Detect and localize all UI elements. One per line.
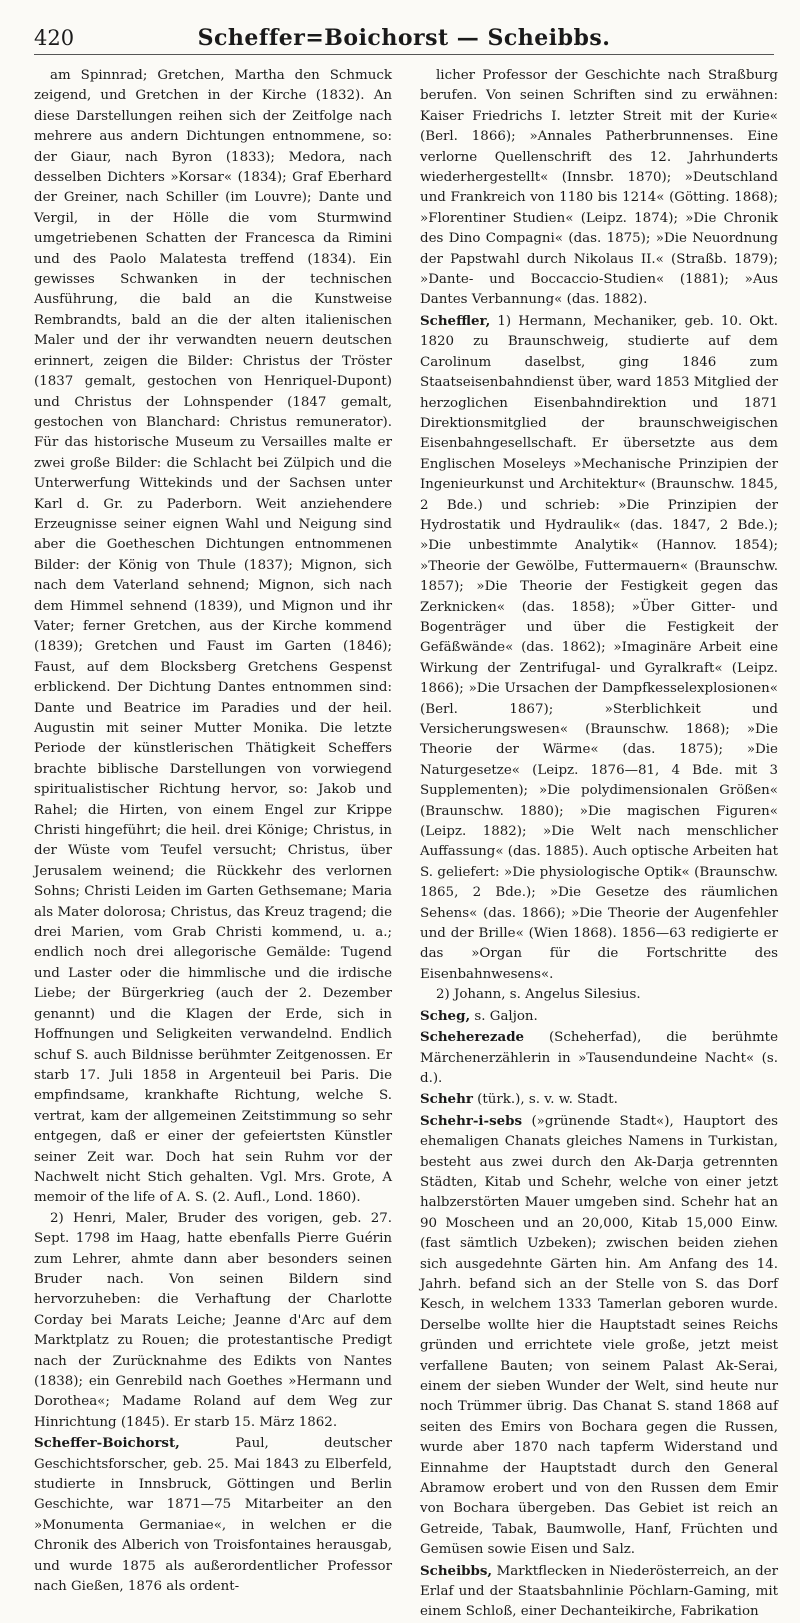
entry-text: Paul, deutscher Geschichtsforscher, geb. 25. Mai 1843 zu Elberfeld, studierte in Innsbruck, Göttingen und Berlin Geschichte, war 1871—75 Mitarbeiter an den »Monumenta Germaniae«, in welchen er die Chronik des Alberich von Troisfontaines herausgab, und wurde 1875 als außerordentlicher Professor nach Gießen, 1876 als ordent-: [34, 1436, 392, 1595]
dictionary-entry: [420, 1006, 778, 1027]
entry-text: (türk.), s. v. w. Stadt.: [472, 1092, 618, 1108]
entry-headword: Scheg,: [420, 1007, 471, 1024]
running-head: Scheffer=Boichorst — Scheibbs.: [197, 25, 611, 51]
dictionary-entry: [420, 1089, 778, 1110]
dictionary-entry: [420, 1561, 778, 1623]
entry-headword: Schehr-i-sebs: [420, 1112, 523, 1129]
entry-paragraph: [34, 1209, 392, 1433]
entry-text: (»grünende Stadt«), Hauptort des ehemaligen Chanats gleiches Namens in Turkistan, besteht aus zwei durch den Ak-Darja getrennten Städten, Kitab und Schehr, welche von einer jetzt halbzerstörten Mauer umgeben sind. Schehr hat an 90 Moscheen und an 20,000, Kitab 15,000 Einw. (fast sämtlich Uzbeken); zwischen beiden ziehen sich ausgedehnte Gärten hin. Am Anfang des 14. Jahrh. befand sich an der Stelle von S. das Dorf Kesch, in welchem 1333 Tamerlan geboren wurde. Derselbe wollte hier die Hauptstadt seines Reichs gründen und errichtete viele große, jetzt meist verfallene Bauten; von seinem Palast Ak-Serai, einem der sieben Wunder der Welt, sind heute nur noch Trümmer übrig. Das Chanat S. stand 1868 auf seiten des Emirs von Bochara gegen die Russen, wurde aber 1870 nach tapferm Widerstand und Einnahme der Hauptstadt durch den General Abramow erobert und von den Russen dem Emir von Bochara übergeben. Das Gebiet ist reich an Getreide, Tabak, Baumwolle, Hanf, Früchten und Gemüsen sowie Eisen und Salz.: [420, 1113, 778, 1558]
dictionary-entry: [34, 1433, 392, 1597]
entry-text: s. Galjon.: [470, 1008, 538, 1024]
right-column: [420, 66, 778, 1620]
entry-headword: Scheherezade: [420, 1029, 525, 1046]
entry-headword: Schehr: [420, 1091, 473, 1108]
entry-paragraph: [420, 66, 778, 311]
entry-paragraph: [34, 66, 392, 1209]
entry-text: 2) Henri, Maler, Bruder des vorigen, geb. 27. Sept. 1798 im Haag, hatte ebenfalls Pierre Guérin zum Lehrer, ahmte dann aber besonders seinen Bruder nach. Von seinen Bildern sind hervorzuheben: die Verhaftung der Charlotte Corday bei Marats Leiche; Jeanne d'Arc auf dem Marktplatz zu Rouen; die protestantische Predigt nach der Zurücknahme des Edikts von Nantes (1838); ein Genrebild nach Goethes »Hermann und Dorothea«; Madame Roland auf dem Weg zur Hinrichtung (1845). Er starb 15. März 1862.: [34, 1210, 392, 1430]
entry-text: licher Professor der Geschichte nach Straßburg berufen. Von seinen Schriften sind zu erwähnen: Kaiser Friedrichs I. letzter Streit mit der Kurie« (Berl. 1866); »Annales Patherbrunnenses. Eine verlorne Quellenschrift des 12. Jahrhunderts wiederhergestellt« (Innsbr. 1870); »Deutschland und Frankreich von 1180 bis 1214« (Götting. 1868); »Florentiner Studien« (Leipz. 1874); »Die Chronik des Dino Compagni« (das. 1875); »Die Neuordnung der Papstwahl durch Nikolaus II.« (Straßb. 1879); »Dante- und Boccaccio-Studien« (1881); »Aus Dantes Verbannung« (das. 1882).: [420, 68, 778, 308]
entry-paragraph: [420, 985, 778, 1005]
entry-headword: Scheibbs,: [420, 1562, 493, 1579]
entry-headword: Scheffler,: [420, 312, 491, 329]
left-column: [34, 66, 392, 1595]
dictionary-entry: [420, 1027, 778, 1089]
entry-text: am Spinnrad; Gretchen, Martha den Schmuck zeigend, und Gretchen in der Kirche (1832). An diese Darstellungen reihen sich der Zeitfolge nach mehrere aus andern Dichtungen entnommene, so: der Giaur, nach Byron (1833); Medora, nach desselben Dichters »Korsar« (1834); Graf Eberhard der Greiner, nach Schiller (im Louvre); Dante und Vergil, in der Hölle die vom Sturmwind umgetriebenen Schatten der Francesca da Rimini und des Paolo Malatesta treffend (1834). Ein gewisses Schwanken in der technischen Ausführung, die bald an die Kunstweise Rembrandts, bald an die der alten italienischen Maler und der ihr verwandten neuern deutschen erinnert, zeigen die Bilder: Christus der Tröster (1837 gemalt, gestochen von Henriquel-Dupont) und Christus der Lohnspender (1847 gemalt, gestochen von Blanchard: Christus remunerator). Für das historische Museum zu Versailles malte er zwei große Bilder: die Schlacht bei Zülpich und die Unterwerfung Wittekinds und der Sachsen unter Karl d. Gr. zu Paderborn. Weit anziehendere Erzeugnisse seiner eignen Wahl und Neigung sind aber die Goetheschen Dichtungen entnommenen Bilder: der König von Thule (1837); Mignon, sich nach dem Vaterland sehnend; Mignon, sich nach dem Himmel sehnend (1839), und Mignon und ihr Vater; ferner Gretchen, aus der Kirche kommend (1839); Gretchen und Faust im Garten (1846); Faust, auf dem Blocksberg Gretchens Gespenst erblickend. Der Dichtung Dantes entnommen sind: Dante und Beatrice im Paradies und der heil. Augustin mit seiner Mutter Monika. Die letzte Periode der künstlerischen Thätigkeit Scheffers brachte biblische Darstellungen von vorwiegend spiritualistischer Richtung hervor, so: Jakob und Rahel; die Hirten, von einem Engel zur Krippe Christi hingeführt; die heil. drei Könige; Christus, in der Wüste vom Teufel versucht; Christus, über Jerusalem weinend; die Rückkehr des verlornen Sohns; Christi Leiden im Garten Gethsemane; Maria als Mater dolorosa; Christus, das Kreuz tragend; die drei Marien, vom Grab Christi kommend, u. a.; endlich noch drei allegorische Gemälde: Tugend und Laster oder die himmlische und die irdische Liebe; der Bürgerkrieg (auch der 2. Dezember genannt) und die Klagen der Erde, sich in Hoffnungen und Seligkeiten verwandelnd. Endlich schuf S. auch Bildnisse berühmter Zeitgenossen. Er starb 17. Juli 1858 in Argenteuil bei Paris. Die empfindsame, krankhafte Richtung, welche S. vertrat, kam der allgemeinen Zeitstimmung so sehr entgegen, daß er einer der gefeiertsten Künstler seiner Zeit war. Doch hat sein Ruhm vor der Nachwelt nicht Stich gehalten. Vgl. Mrs. Grote, A memoir of the life of A. S. (2. Aufl., Lond. 1860).: [34, 68, 392, 1206]
page-number: 420: [34, 26, 75, 50]
page-header: [34, 20, 774, 55]
entry-text: (Scheherfad), die berühmte Märchenerzählerin in »Tausendundeine Nacht« (s. d.).: [420, 1030, 778, 1086]
dictionary-entry: [420, 1111, 778, 1561]
entry-text: 1) Hermann, Mechaniker, geb. 10. Okt. 1820 zu Braunschweig, studierte auf dem Carolinum daselbst, ging 1846 zum Staatseisenbahndienst über, ward 1853 Mitglied der herzoglichen Eisenbahndirektion und 1871 Direktionsmitglied der braunschweigischen Eisenbahngesellschaft. Er übersetzte aus dem Englischen Moseleys »Mechanische Prinzipien der Ingenieurkunst und Architektur« (Braunschw. 1845, 2 Bde.) und schrieb: »Die Prinzipien der Hydrostatik und Hydraulik« (das. 1847, 2 Bde.); »Die unbestimmte Analytik« (Hannov. 1854); »Theorie der Gewölbe, Futtermauern« (Braunschw. 1857); »Die Theorie der Festigkeit gegen das Zerknicken« (das. 1858); »Über Gitter- und Bogenträger und über die Festigkeit der Gefäßwände« (das. 1862); »Imaginäre Arbeit eine Wirkung der Zentrifugal- und Gyralkraft« (Leipz. 1866); »Die Ursachen der Dampfkesselexplosionen« (Berl. 1867); »Sterblichkeit und Versicherungswesen« (Braunschw. 1868); »Die Theorie der Wärme« (das. 1875); »Die Naturgesetze« (Leipz. 1876—81, 4 Bde. mit 3 Supplementen); »Die polydimensionalen Größen« (Braunschw. 1880); »Die magischen Figuren« (Leipz. 1882); »Die Welt nach menschlicher Auffassung« (das. 1885). Auch optische Arbeiten hat S. geliefert: »Die physiologische Optik« (Braunschw. 1865, 2 Bde.); »Die Gesetze des räumlichen Sehens« (das. 1866); »Die Theorie der Augenfehler und der Brille« (Wien 1868). 1856—63 redigierte er das »Organ für die Fortschritte des Eisenbahnwesens«.: [420, 313, 778, 982]
entry-headword: Scheffer-Boichorst,: [34, 1435, 180, 1452]
dictionary-entry: [420, 311, 778, 985]
entry-text: 2) Johann, s. Angelus Silesius.: [436, 987, 641, 1003]
entry-text: Marktflecken in Niederösterreich, an der Erlaf und der Staatsbahnlinie Pöchlarn-Gaming, mit einem Schloß, einer Dechanteikirche, Fabrikation: [420, 1563, 778, 1620]
